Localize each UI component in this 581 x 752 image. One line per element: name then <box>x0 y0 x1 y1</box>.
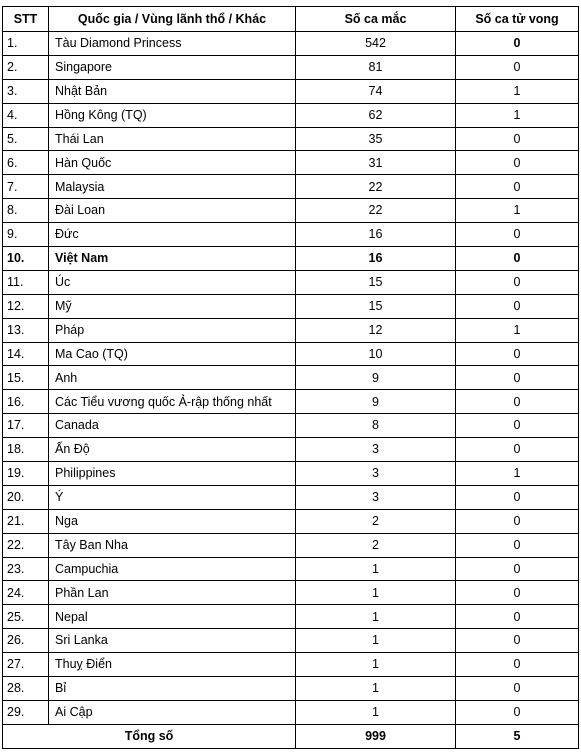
row-stt: 21. <box>3 509 49 533</box>
row-cases: 9 <box>296 390 456 414</box>
row-cases: 3 <box>296 438 456 462</box>
row-cases: 1 <box>296 629 456 653</box>
row-cases: 9 <box>296 366 456 390</box>
row-cases: 35 <box>296 127 456 151</box>
row-stt: 14. <box>3 342 49 366</box>
row-cases: 1 <box>296 557 456 581</box>
table-row <box>3 653 579 677</box>
row-stt: 16. <box>3 390 49 414</box>
table-row <box>3 677 579 701</box>
row-cases: 1 <box>296 605 456 629</box>
row-cases: 81 <box>296 55 456 79</box>
row-stt: 20. <box>3 485 49 509</box>
row-country: Các Tiểu vương quốc Ả-rập thống nhất <box>49 390 296 414</box>
row-deaths: 0 <box>456 55 579 79</box>
row-stt: 10. <box>3 247 49 271</box>
row-deaths: 1 <box>456 462 579 486</box>
table-row <box>3 366 579 390</box>
header-country: Quốc gia / Vùng lãnh thổ / Khác <box>49 7 296 32</box>
row-country: Thuỵ Điển <box>49 653 296 677</box>
row-deaths: 0 <box>456 366 579 390</box>
row-cases: 8 <box>296 414 456 438</box>
row-deaths: 0 <box>456 390 579 414</box>
row-cases: 62 <box>296 103 456 127</box>
row-deaths: 0 <box>456 677 579 701</box>
row-country: Hồng Kông (TQ) <box>49 103 296 127</box>
header-stt: STT <box>3 7 49 32</box>
row-cases: 15 <box>296 294 456 318</box>
table-row <box>3 342 579 366</box>
row-country: Mỹ <box>49 294 296 318</box>
row-country: Tàu Diamond Princess <box>49 32 296 56</box>
table-row <box>3 581 579 605</box>
row-country: Bỉ <box>49 677 296 701</box>
covid-cases-table <box>2 6 579 749</box>
table-row <box>3 103 579 127</box>
table-footer <box>3 724 579 748</box>
row-deaths: 0 <box>456 653 579 677</box>
row-stt: 11. <box>3 270 49 294</box>
table-row <box>3 462 579 486</box>
row-country: Singapore <box>49 55 296 79</box>
table-row <box>3 414 579 438</box>
table-row <box>3 485 579 509</box>
row-stt: 28. <box>3 677 49 701</box>
row-cases: 3 <box>296 462 456 486</box>
total-row <box>3 724 579 748</box>
row-stt: 9. <box>3 223 49 247</box>
row-stt: 29. <box>3 700 49 724</box>
row-deaths: 0 <box>456 629 579 653</box>
row-deaths: 0 <box>456 557 579 581</box>
table-header <box>3 7 579 32</box>
row-cases: 15 <box>296 270 456 294</box>
table-row <box>3 127 579 151</box>
row-country: Thái Lan <box>49 127 296 151</box>
row-stt: 19. <box>3 462 49 486</box>
table-row <box>3 151 579 175</box>
header-cases: Số ca mắc <box>296 7 456 32</box>
row-deaths: 0 <box>456 700 579 724</box>
row-cases: 22 <box>296 199 456 223</box>
row-country: Ý <box>49 485 296 509</box>
row-deaths: 0 <box>456 294 579 318</box>
row-stt: 12. <box>3 294 49 318</box>
header-deaths: Số ca tử vong <box>456 7 579 32</box>
row-stt: 7. <box>3 175 49 199</box>
table-row <box>3 509 579 533</box>
row-deaths: 1 <box>456 199 579 223</box>
row-cases: 1 <box>296 653 456 677</box>
row-deaths: 0 <box>456 605 579 629</box>
row-cases: 74 <box>296 79 456 103</box>
row-country: Nepal <box>49 605 296 629</box>
row-stt: 2. <box>3 55 49 79</box>
row-country: Nhật Bản <box>49 79 296 103</box>
row-stt: 8. <box>3 199 49 223</box>
text-cursor <box>578 224 579 238</box>
row-cases: 1 <box>296 581 456 605</box>
total-cases: 999 <box>296 724 456 748</box>
table-row <box>3 438 579 462</box>
table-row <box>3 605 579 629</box>
row-country: Canada <box>49 414 296 438</box>
table-row <box>3 199 579 223</box>
table-body <box>3 32 579 725</box>
table-row <box>3 55 579 79</box>
row-stt: 18. <box>3 438 49 462</box>
row-country: Đài Loan <box>49 199 296 223</box>
row-cases: 16 <box>296 247 456 271</box>
row-stt: 23. <box>3 557 49 581</box>
row-country: Ấn Độ <box>49 438 296 462</box>
row-stt: 15. <box>3 366 49 390</box>
row-country: Việt Nam <box>49 247 296 271</box>
row-deaths: 0 <box>456 581 579 605</box>
row-stt: 4. <box>3 103 49 127</box>
row-deaths: 0 <box>456 223 579 247</box>
row-cases: 22 <box>296 175 456 199</box>
table-row <box>3 390 579 414</box>
row-deaths: 1 <box>456 79 579 103</box>
row-deaths: 0 <box>456 247 579 271</box>
row-cases: 1 <box>296 700 456 724</box>
header-row <box>3 7 579 32</box>
table-row <box>3 629 579 653</box>
row-stt: 6. <box>3 151 49 175</box>
total-label: Tổng số <box>3 724 296 748</box>
row-deaths: 0 <box>456 485 579 509</box>
table-row <box>3 318 579 342</box>
row-deaths: 0 <box>456 32 579 56</box>
row-country: Úc <box>49 270 296 294</box>
row-country: Philippines <box>49 462 296 486</box>
row-country: Tây Ban Nha <box>49 533 296 557</box>
row-country: Ma Cao (TQ) <box>49 342 296 366</box>
row-cases: 16 <box>296 223 456 247</box>
row-cases: 2 <box>296 533 456 557</box>
table-row <box>3 557 579 581</box>
row-country: Campuchia <box>49 557 296 581</box>
row-deaths: 0 <box>456 151 579 175</box>
table-row <box>3 247 579 271</box>
row-deaths: 0 <box>456 414 579 438</box>
row-cases: 10 <box>296 342 456 366</box>
row-stt: 25. <box>3 605 49 629</box>
row-country: Pháp <box>49 318 296 342</box>
row-stt: 24. <box>3 581 49 605</box>
table-row <box>3 175 579 199</box>
row-deaths: 0 <box>456 175 579 199</box>
row-stt: 3. <box>3 79 49 103</box>
row-stt: 17. <box>3 414 49 438</box>
table-row <box>3 223 579 247</box>
row-cases: 1 <box>296 677 456 701</box>
row-stt: 26. <box>3 629 49 653</box>
row-stt: 13. <box>3 318 49 342</box>
row-country: Ai Cập <box>49 700 296 724</box>
row-country: Anh <box>49 366 296 390</box>
table-row <box>3 32 579 56</box>
row-deaths: 0 <box>456 270 579 294</box>
table-row <box>3 270 579 294</box>
row-country: Hàn Quốc <box>49 151 296 175</box>
row-deaths: 1 <box>456 318 579 342</box>
row-country: Malaysia <box>49 175 296 199</box>
total-deaths: 5 <box>456 724 579 748</box>
row-country: Phần Lan <box>49 581 296 605</box>
table-row <box>3 294 579 318</box>
row-deaths: 0 <box>456 533 579 557</box>
row-cases: 3 <box>296 485 456 509</box>
row-country: Đức <box>49 223 296 247</box>
table-row <box>3 79 579 103</box>
row-stt: 1. <box>3 32 49 56</box>
row-stt: 27. <box>3 653 49 677</box>
row-cases: 542 <box>296 32 456 56</box>
table-row <box>3 700 579 724</box>
row-cases: 12 <box>296 318 456 342</box>
row-deaths: 0 <box>456 127 579 151</box>
row-stt: 5. <box>3 127 49 151</box>
row-deaths: 0 <box>456 509 579 533</box>
row-stt: 22. <box>3 533 49 557</box>
row-country: Sri Lanka <box>49 629 296 653</box>
row-cases: 2 <box>296 509 456 533</box>
row-deaths: 0 <box>456 438 579 462</box>
table-row <box>3 533 579 557</box>
row-deaths: 0 <box>456 342 579 366</box>
row-cases: 31 <box>296 151 456 175</box>
row-country: Nga <box>49 509 296 533</box>
row-deaths: 1 <box>456 103 579 127</box>
